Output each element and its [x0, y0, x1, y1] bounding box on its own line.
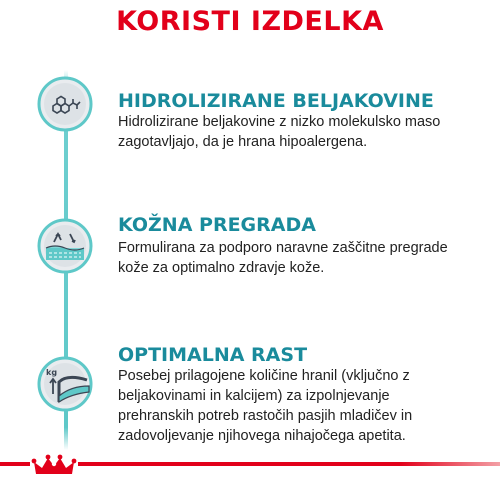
feature-description-hydrolyzed-proteins: Hidrolizirane beljakovine z nizko molekulsko maso zagotavljajo, da je hrana hipoalergena. — [118, 114, 441, 150]
feature-title-hydrolyzed-proteins: HIDROLIZIRANE BELJAKOVINE — [118, 90, 434, 112]
growth-scale-icon — [37, 356, 93, 412]
feature-description-optimal-growth: Posebej prilagojene količine hranil (vključno z beljakovinami in kalcijem) za izpolnjevanje prehranskih potreb rastočih pasjih mladičev in zadovoljevanje njihovega nihajočega apetita. — [118, 368, 413, 444]
page-title: KORISTI IZDELKA — [116, 6, 384, 37]
feature-title-skin-barrier: KOŽNA PREGRADA — [118, 214, 316, 236]
svg-text:kg: kg — [46, 368, 58, 377]
feature-description-skin-barrier: Formulirana za podporo naravne zaščitne pregrade kože za optimalno zdravje kože. — [118, 240, 448, 276]
crown-logo-icon — [30, 452, 78, 478]
molecule-icon — [37, 76, 93, 132]
feature-title-optimal-growth: OPTIMALNA RAST — [118, 344, 308, 366]
skin-barrier-icon — [37, 218, 93, 274]
